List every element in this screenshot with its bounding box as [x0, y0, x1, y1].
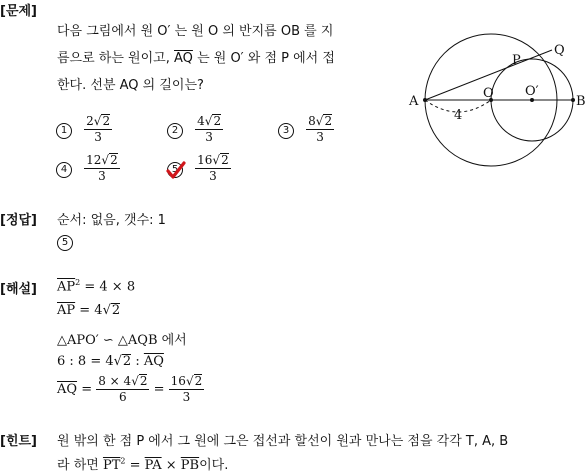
geometry-diagram [400, 20, 588, 200]
label-o: O [483, 86, 494, 101]
label-length: 4 [454, 108, 463, 123]
solution-line-3: △APO′ ∽ △AQB 에서 [57, 333, 187, 348]
hint-tag: [힌트] [0, 434, 37, 449]
problem-line-3: 한다. 선분 AQ 의 길이는? [57, 78, 204, 93]
label-a: A [409, 94, 419, 109]
hint-line-2: 라 하면 $\overline{PT}^2 = \overline{PA} \times \overline{PB}$이다. [57, 456, 229, 473]
choice-2[interactable]: 2 $\frac{4√2}{3}$ [167, 114, 223, 145]
answer-tag: [정답] [0, 213, 37, 228]
answer-mark: 5 [57, 234, 73, 251]
hint-line-1: 원 밖의 한 점 P 에서 그 원에 그은 접선과 할선이 원과 만나는 점을 각각 T, A, B [57, 434, 509, 449]
choice-mark: 3 [278, 123, 294, 139]
choice-5[interactable]: 5 $\frac{16√2}{3}$ [167, 153, 231, 184]
label-b: B [576, 94, 586, 109]
solution-line-5: $\overline{AQ}$ = $\frac{8 \times 4√2}{6}$ = $\frac{16√2}{3}$ [57, 374, 203, 404]
checkmark-icon [165, 161, 187, 181]
choice-mark: 1 [56, 123, 72, 139]
solution-line-4: 6 : 8 = 4√2 : $\overline{AQ}$ [57, 354, 164, 369]
choice-1[interactable]: 1 $\frac{2√2}{3}$ [56, 114, 112, 145]
solution-tag: [해설] [0, 282, 37, 297]
solution-line-2: $\overline{AP} = 4√2$ [57, 303, 121, 318]
label-p: P [512, 53, 521, 68]
problem-line-1: 다음 그림에서 원 O′ 는 원 O 의 반지름 OB 를 지 [57, 24, 334, 39]
point-b [571, 98, 575, 102]
choice-mark: 5 [167, 162, 183, 178]
point-a [423, 98, 427, 102]
choice-mark: 2 [167, 123, 183, 139]
label-o-prime: O′ [525, 84, 539, 99]
problem-tag: [문제] [0, 4, 37, 19]
answer-text: 순서: 없음, 갯수: 1 [57, 213, 166, 228]
choice-mark: 4 [56, 162, 72, 178]
problem-line-2: 름으로 하는 원이고, $\overline{AQ}$ 는 원 O′ 와 점 P 에서 접 [57, 51, 335, 66]
label-q: Q [554, 43, 565, 58]
solution-line-1: $\overline{AP}^2 = 4 \times 8$ [57, 278, 136, 295]
choice-4[interactable]: 4 $\frac{12√2}{3}$ [56, 153, 120, 184]
choice-3[interactable]: 3 $\frac{8√2}{3}$ [278, 114, 334, 145]
